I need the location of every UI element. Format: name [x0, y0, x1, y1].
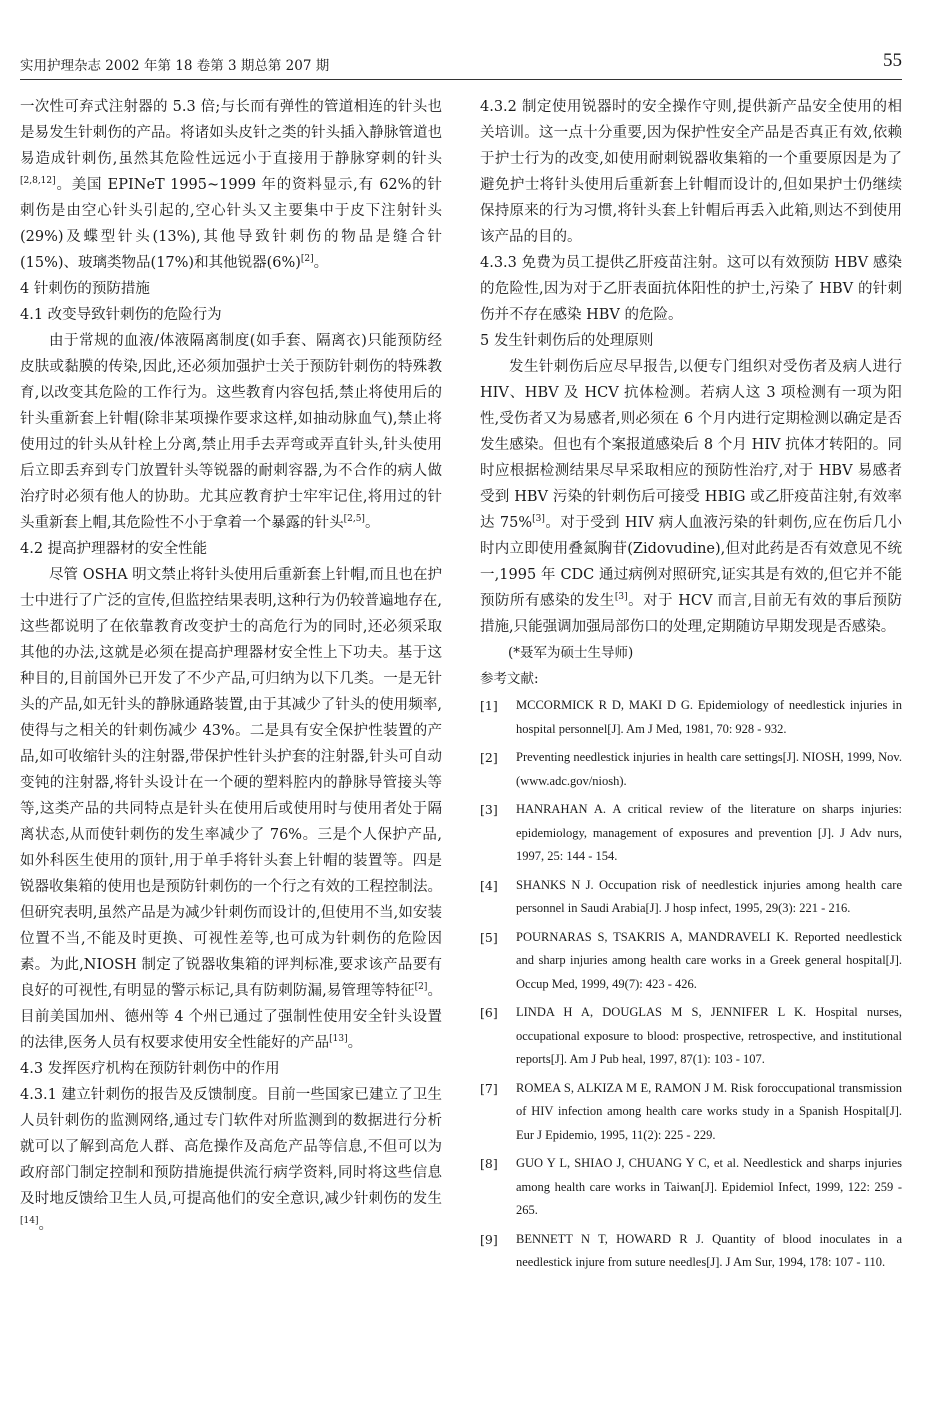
- paragraph: 4.3.3 免费为员工提供乙肝疫苗注射。这可以有效预防 HBV 感染的危险性,因为对于乙肝表面抗体阳性的护士,污染了 HBV 的针刺伤并不存在感染 HBV 的危险。: [480, 255, 902, 323]
- reference-item: [7] ROMEA S, ALKIZA M E, RAMON J M. Risk foroccupational transmission of HIV infection among health care works study in a Spanish Hospital[J]. Eur J Epidemio, 1995, 11(2): 225 - 229.: [480, 1080, 902, 1142]
- citation: [2,5]: [343, 514, 365, 524]
- reference-item: [1] MCCORMICK R D, MAKI D G. Epidemiology of needlestick injuries in hospital personnel[J]. Am J Med, 1981, 70: 928 - 932.: [480, 698, 902, 736]
- reference-item: [8] GUO Y L, SHIAO J, CHUANG Y C, et al. Needlestick and sharps injuries among health care works in Taiwan[J]. Epidemiol Infect, 1999, 122: 259 - 265.: [480, 1156, 902, 1217]
- reference-item: [9] BENNETT N T, HOWARD R J. Quantity of blood inoculates in a needlestick injure from suture needles[J]. J Am Sur, 1994, 178: 107 - 110.: [480, 1231, 902, 1269]
- paragraph: 一次性可弃式注射器的 5.3 倍;与长而有弹性的管道相连的针头也是易发生针刺伤的产品。将诸如头皮针之类的针头插入静脉管道也易造成针刺伤,虽然其危险性远远小于直接用于静脉穿刺的针头[2,8,12]。美国 EPINeT 1995~1999 年的资料显示,有 62%的针刺伤是由空心针头引起的,空心针头又主要集中于皮下注射针头(29%)及蝶型针头(13%),其他导致针刺伤的物品是缝合针(15%)、玻璃类物品(17%)和其他锐器(6%)[2]。: [20, 99, 442, 271]
- citation: [2]: [300, 254, 314, 264]
- reference-item: [6] LINDA H A, DOUGLAS M S, JENNIFER L K. Hospital nurses, occupational exposure to blood: prospective, retrospective, and institutional reports[J]. Am J Pub heal, 1997, 87(1): 103 - 107.: [480, 1005, 902, 1066]
- section-heading-4-1: 4.1 改变导致针刺伤的危险行为: [20, 307, 222, 323]
- left-column: [20, 94, 442, 1238]
- reference-item: [5] POURNARAS S, TSAKRIS A, MANDRAVELI K. Reported needlestick and sharp injuries among health care works in a Greek general hospital[J]. Occup Med, 1999, 49(7): 423 - 426.: [480, 929, 902, 991]
- author-note: (*聂军为硕士生导师): [508, 645, 634, 661]
- section-heading-4-2: 4.2 提高护理器材的安全性能: [20, 541, 208, 557]
- section-heading-5: 5 发生针刺伤后的处理原则: [480, 333, 654, 349]
- reference-item: [3] HANRAHAN A. A critical review of the literature on sharps injuries: epidemiology, management of exposures and prevention [J]. J Adv nurs, 1997, 25: 144 - 154.: [480, 802, 902, 863]
- citation: [2,8,12]: [20, 176, 56, 186]
- citation: [3]: [614, 592, 628, 602]
- paragraph: 由于常规的血液/体液隔离制度(如手套、隔离衣)只能预防经皮肤或黏膜的传染,因此,还必须加强护士关于预防针刺伤的特殊教育,以改变其危险的工作行为。这些教育内容包括,禁止将使用后的针头重新套上针帽(除非某项操作要求这样,如抽动脉血气),禁止将使用过的针头从针栓上分离,禁止用手去弄弯或弄直针头,针头使用后立即丢弃到专门放置针头等锐器的耐刺容器,为不合作的病人做治疗时必须有他人的协助。尤其应教育护士牢牢记住,将用过的针头重新套上帽,其危险性不小于拿着一个暴露的针头[2,5]。: [20, 333, 442, 531]
- paragraph: 尽管 OSHA 明文禁止将针头使用后重新套上针帽,而且也在护士中进行了广泛的宣传,但监控结果表明,这种行为仍较普遍地存在,这些都说明了在依靠教育改变护士的高危行为的同时,还必须采取其他的办法,这就是必须在提高护理器材安全性上下功夫。基于这种目的,目前国外已开发了不少产品,可归纳为以下几类。一是无针头的产品,如无针头的静脉通路装置,由于其减少了针头的使用频率,使得与之相关的针刺伤减少 43%。二是具有安全保护性装置的产品,如可收缩针头的注射器,带保护性针头护套的注射器,针头可自动变钝的注射器,将针头设计在一个硬的塑料腔内的静脉导管接头等等,这类产品的共同特点是针头在使用后或使用时与使用者处于隔离状态,从而使针刺伤的发生率减少了 76%。三是个人保护产品,如外科医生使用的顶针,用于单手将针头套上针帽的装置等。四是锐器收集箱的使用也是预防针刺伤的一个行之有效的工程控制法。但研究表明,虽然产品是为减少针刺伤而设计的,但使用不当,如安装位置不当,不能及时更换、可视性差等,也可成为针刺伤的危险因素。为此,NIOSH 制定了锐器收集箱的评判标准,要求该产品要有良好的可视性,有明显的警示标记,具有防刺防漏,易管理等特征[2]。目前美国加州、德州等 4 个州已通过了强制性使用安全针头设置的法律,医务人员有权要求使用安全性能好的产品[13]。: [20, 567, 443, 1051]
- section-heading-4-3: 4.3 发挥医疗机构在预防针刺伤中的作用: [20, 1061, 280, 1077]
- reference-item: [2] Preventing needlestick injuries in health care settings[J]. NIOSH, 1999, Nov. (www.adc.gov/niosh).: [480, 750, 902, 788]
- paragraph: 4.3.2 制定使用锐器时的安全操作守则,提供新产品安全使用的相关培训。这一点十分重要,因为保护性安全产品是否真正有效,依赖于护士行为的改变,如使用耐刺锐器收集箱的一个重要原因是为了避免护士将针头使用后重新套上针帽而设计的,但如果护士仍继续保持原来的行为习惯,将针头套上针帽后再丢入此箱,则达不到使用该产品的目的。: [480, 99, 902, 245]
- running-header: [20, 52, 902, 76]
- section-heading-4: 4 针刺伤的预防措施: [20, 281, 150, 297]
- reference-list: [480, 694, 902, 1275]
- header-rule: [20, 79, 902, 80]
- citation: [13]: [329, 1034, 348, 1044]
- journal-title: 实用护理杂志 2002 年第 18 卷第 3 期总第 207 期: [20, 58, 330, 74]
- references-heading: 参考文献:: [480, 671, 539, 687]
- reference-item: [4] SHANKS N J. Occupation risk of needlestick injuries among health care personnel in Saudi Arabia[J]. J hosp infect, 1995, 29(3): 221 - 216.: [480, 877, 902, 915]
- citation: [2]: [414, 982, 428, 992]
- right-column: [480, 94, 902, 1280]
- paragraph: 4.3.1 建立针刺伤的报告及反馈制度。目前一些国家已建立了卫生人员针刺伤的监测网络,通过专门软件对所监测到的数据进行分析就可以了解到高危人群、高危操作及高危产品等信息,不但可以为政府部门制定控制和预防措施提供流行病学资料,同时将这些信息及时地反馈给卫生人员,可提高他们的安全意识,减少针刺伤的发生[14]。: [20, 1087, 442, 1233]
- citation: [14]: [20, 1216, 39, 1226]
- paragraph: 发生针刺伤后应尽早报告,以便专门组织对受伤者及病人进行 HIV、HBV 及 HCV 抗体检测。若病人这 3 项检测有一项为阳性,受伤者又为易感者,则必须在 6 个月内进行定期检测以确定是否发生感染。但也有个案报道感染后 8 个月 HIV 抗体才转阳的。同时应根据检测结果尽早采取相应的预防性治疗,对于 HBV 易感者受到 HBV 污染的针刺伤后可接受 HBIG 或乙肝疫苗注射,有效率达 75%[3]。对于受到 HIV 病人血液污染的针刺伤,应在伤后几小时内立即使用叠氮胸苷(Zidovudine),但对此药是否有效意见不统一,1995 年 CDC 通过病例对照研究,证实其是有效的,但它并不能预防所有感染的发生[3]。对于 HCV 而言,目前无有效的事后预防措施,只能强调加强局部伤口的处理,定期随访早期发现是否感染。: [480, 359, 903, 635]
- page-number: 55: [883, 50, 902, 71]
- citation: [3]: [532, 514, 545, 524]
